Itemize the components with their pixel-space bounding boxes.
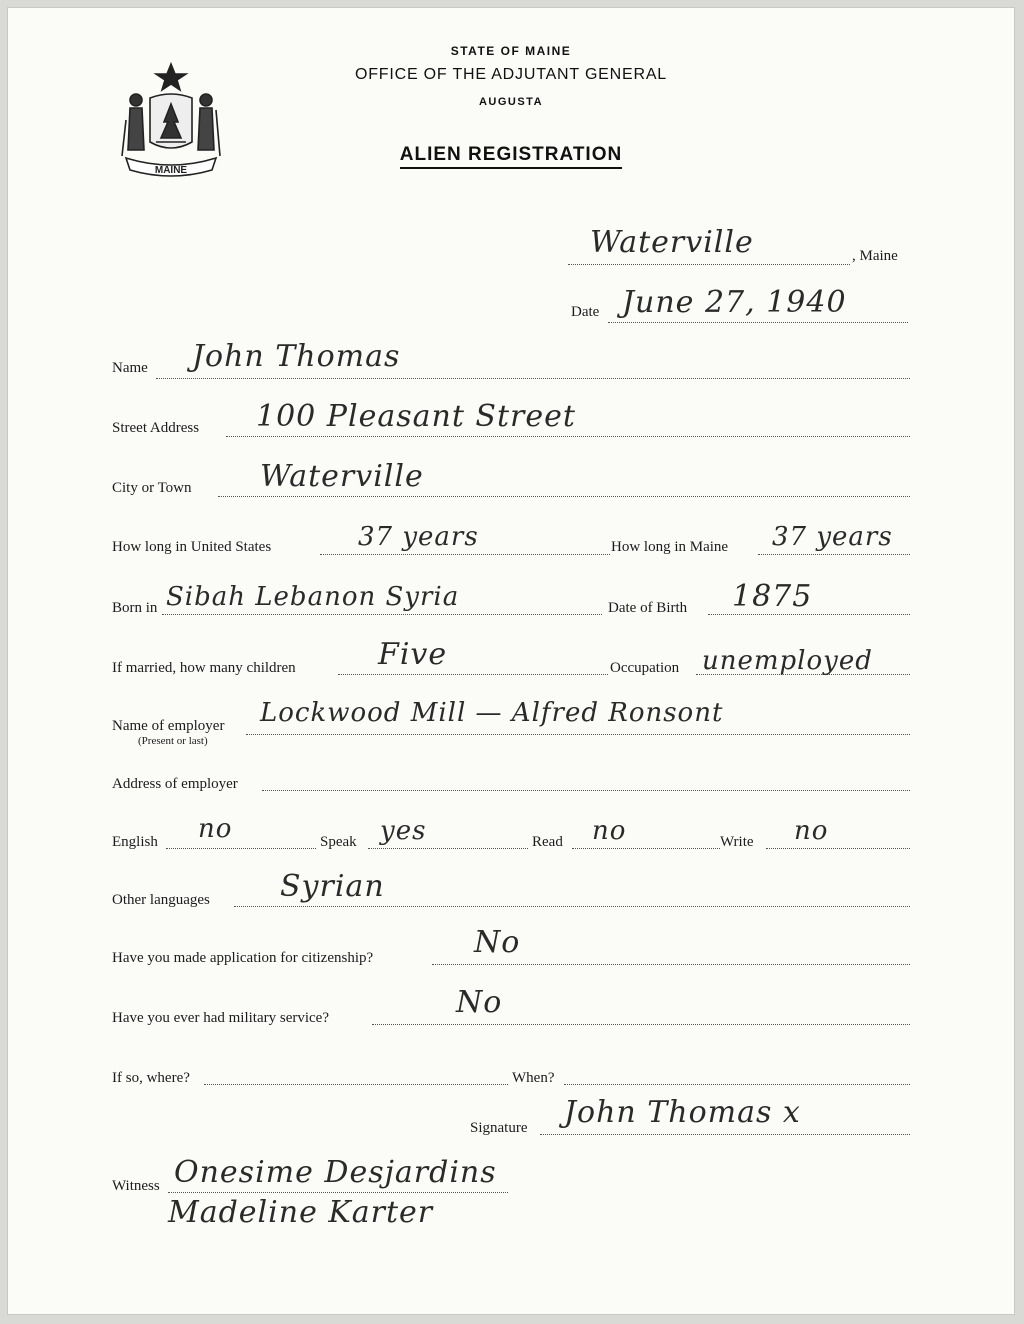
- where-label: If so, where?: [112, 1070, 190, 1086]
- date-line: [608, 322, 908, 323]
- when-label: When?: [512, 1070, 555, 1086]
- other-languages-value: Syrian: [280, 869, 385, 904]
- speak-value: yes: [380, 816, 427, 846]
- office-heading: OFFICE OF THE ADJUTANT GENERAL: [354, 66, 668, 83]
- children-value: Five: [378, 637, 448, 672]
- born-label: Born in: [112, 600, 158, 616]
- citizenship-label: Have you made application for citizenship?: [112, 950, 374, 966]
- children-line: [338, 674, 608, 675]
- date-label: Date: [571, 304, 600, 320]
- write-label: Write: [720, 834, 754, 850]
- employer-address-label: Address of employer: [112, 776, 238, 792]
- employer-label: Name of employer: [112, 718, 225, 734]
- signature-label: Signature: [470, 1120, 528, 1136]
- write-line: [766, 848, 910, 849]
- form-title: ALIEN REGISTRATION: [8, 144, 1014, 166]
- children-label: If married, how many children: [112, 660, 296, 676]
- registration-form-page: [8, 8, 1014, 1314]
- how-long-us-line: [320, 554, 610, 555]
- military-value: No: [456, 985, 503, 1020]
- born-line: [162, 614, 602, 615]
- military-line: [372, 1024, 910, 1025]
- name-line: [156, 378, 910, 379]
- place-value: Waterville: [590, 225, 754, 260]
- where-line: [204, 1084, 508, 1085]
- dob-label: Date of Birth: [608, 600, 688, 616]
- signature-value: John Thomas x: [564, 1095, 801, 1130]
- other-languages-label: Other languages: [112, 892, 210, 908]
- english-value: no: [198, 814, 233, 844]
- english-line: [166, 848, 316, 849]
- occupation-label: Occupation: [610, 660, 680, 676]
- born-value: Sibah Lebanon Syria: [166, 582, 460, 612]
- read-line: [572, 848, 720, 849]
- place-line: [568, 264, 850, 265]
- place-suffix: , Maine: [852, 248, 898, 264]
- speak-label: Speak: [320, 834, 357, 850]
- city-heading: AUGUSTA: [478, 96, 544, 108]
- how-long-maine-line: [758, 554, 910, 555]
- street-label: Street Address: [112, 420, 200, 436]
- city-value: Waterville: [260, 459, 424, 494]
- employer-address-line: [262, 790, 910, 791]
- employer-value: Lockwood Mill — Alfred Ronsont: [260, 698, 724, 728]
- read-value: no: [592, 816, 627, 846]
- witness-value-1: Onesime Desjardins: [174, 1155, 497, 1190]
- employer-sublabel: (Present or last): [138, 735, 208, 747]
- speak-line: [368, 848, 528, 849]
- witness-value-2: Madeline Karter: [168, 1195, 434, 1230]
- employer-line: [246, 734, 910, 735]
- write-value: no: [794, 816, 829, 846]
- signature-line: [540, 1134, 910, 1135]
- street-line: [226, 436, 910, 437]
- name-value: John Thomas: [192, 339, 401, 374]
- dob-value: 1875: [732, 579, 813, 614]
- english-label: English: [112, 834, 158, 850]
- street-value: 100 Pleasant Street: [256, 399, 576, 434]
- read-label: Read: [532, 834, 563, 850]
- witness-line: [168, 1192, 508, 1193]
- city-line: [218, 496, 910, 497]
- military-label: Have you ever had military service?: [112, 1010, 329, 1026]
- occupation-value: unemployed: [702, 646, 873, 676]
- how-long-us-value: 37 years: [358, 522, 479, 552]
- when-line: [564, 1084, 910, 1085]
- how-long-maine-value: 37 years: [772, 522, 893, 552]
- state-heading: STATE OF MAINE: [450, 44, 572, 58]
- witness-label: Witness: [112, 1178, 160, 1194]
- citizenship-line: [432, 964, 910, 965]
- svg-text:MAINE: MAINE: [154, 165, 188, 176]
- city-label: City or Town: [112, 480, 192, 496]
- citizenship-value: No: [474, 925, 521, 960]
- name-label: Name: [112, 360, 148, 376]
- how-long-maine-label: How long in Maine: [611, 539, 729, 555]
- other-languages-line: [234, 906, 910, 907]
- how-long-us-label: How long in United States: [112, 539, 272, 555]
- date-value: June 27, 1940: [622, 285, 847, 320]
- dob-line: [708, 614, 910, 615]
